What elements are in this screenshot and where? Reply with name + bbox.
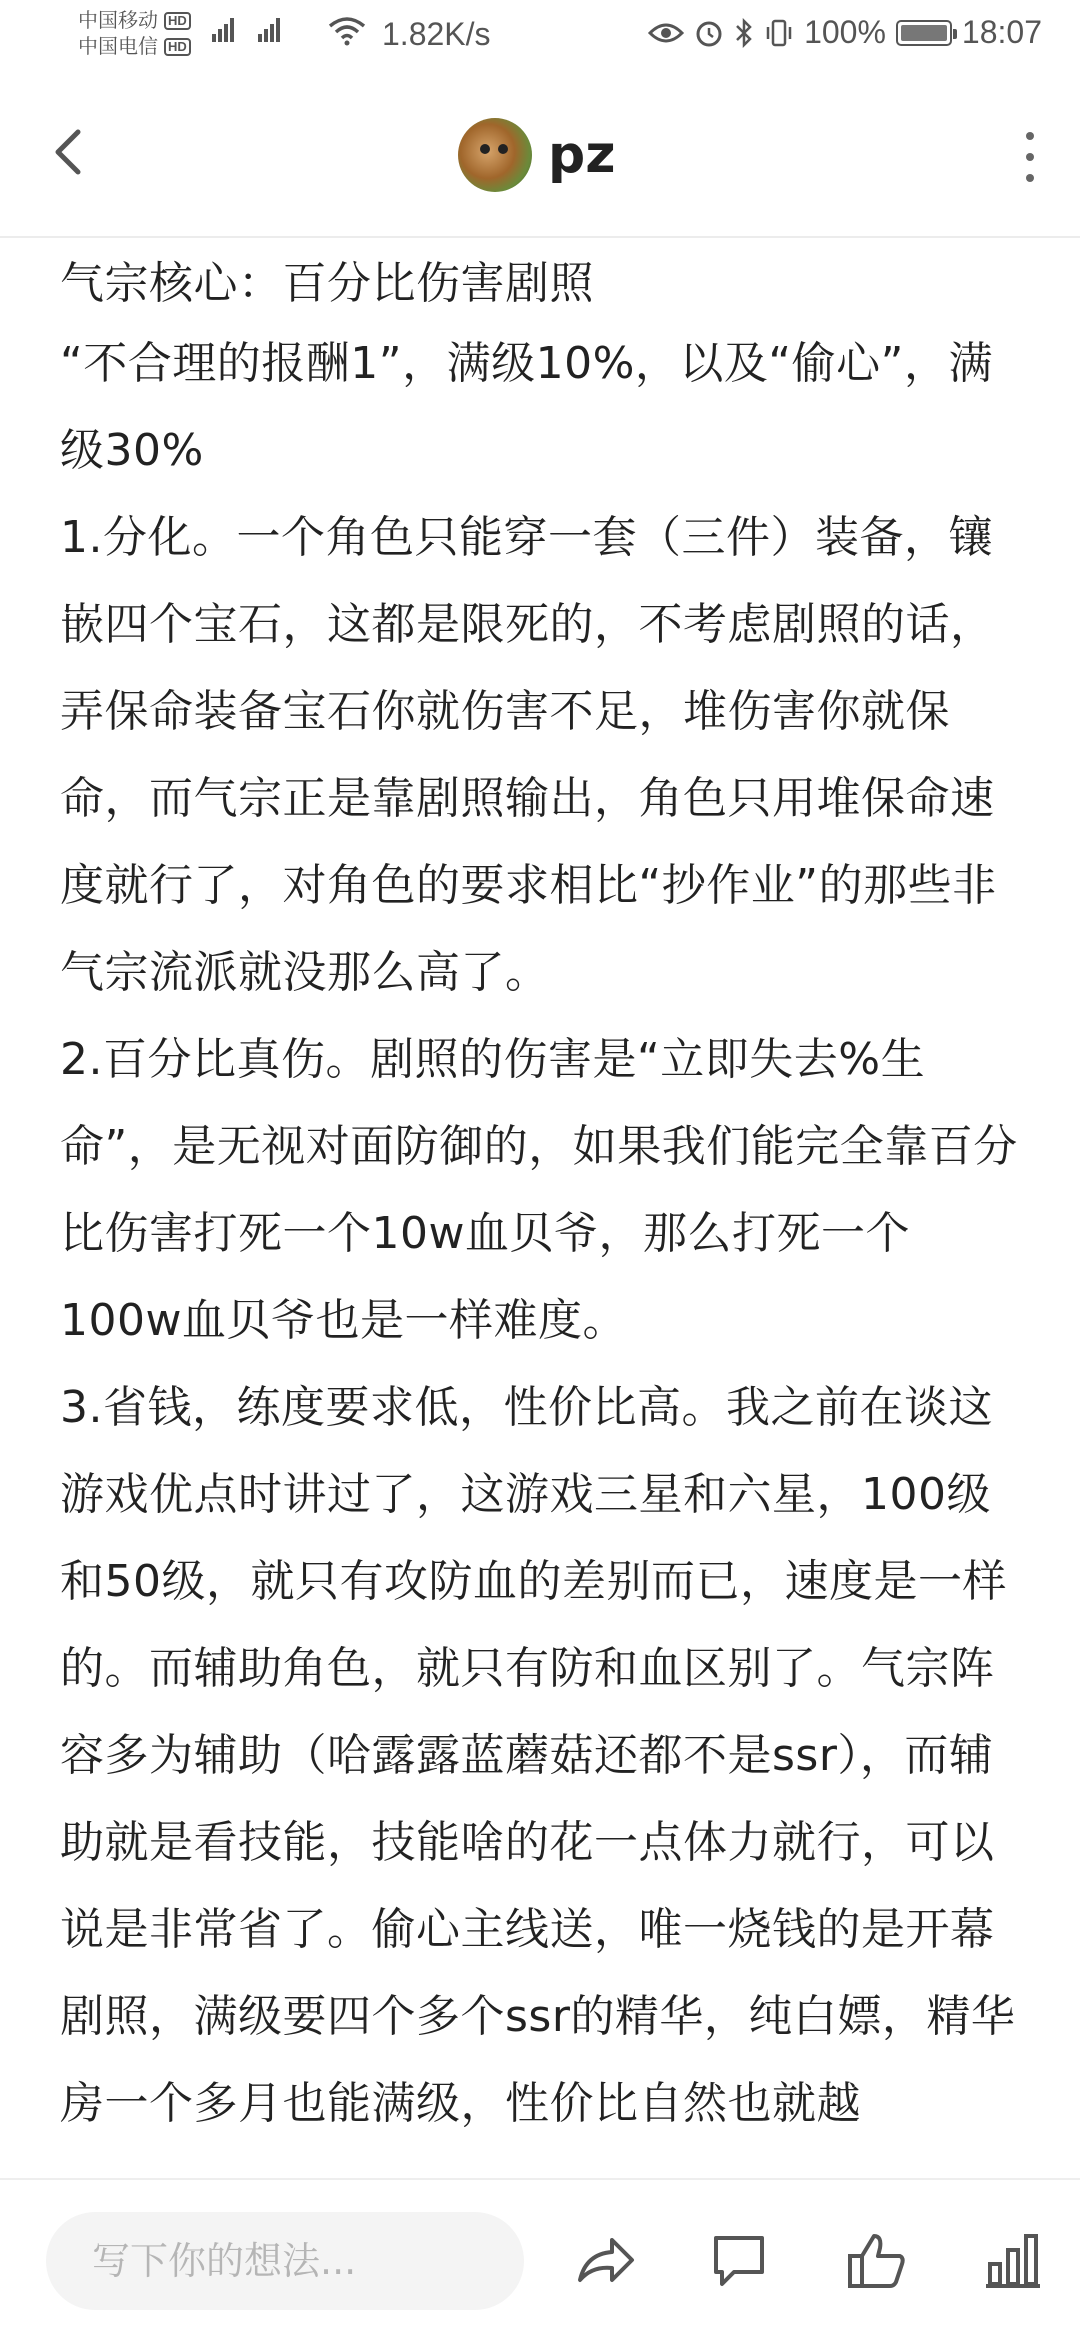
wifi-icon [328, 16, 366, 46]
status-right [648, 14, 1042, 51]
post-paragraph: 气宗核心：百分比伤害剧照 [60, 258, 594, 309]
net-speed: 1.82K/s [382, 16, 491, 52]
more-options-icon[interactable] [1022, 132, 1038, 182]
post-body [60, 248, 1030, 2178]
post-paragraph: 3.省钱，练度要求低，性价比高。我之前在谈这游戏优点时讲过了，这游戏三星和六星，100级和50级，就只有攻防血的差别而已，速度是一样的。而辅助角色，就只有防和血区别了。气宗阵容多为辅助（哈露露蓝蘑菇还都不是ssr），而辅助就是看技能，技能啥的花一点体力就行，可以说是非常省了。偷心主线送，唯一烧钱的是开幕剧照，满级要四个多个ssr的精华，纯白嫖，精华房一个多月也能满级，性价比自然也就越 [60, 1382, 1016, 2129]
back-arrow-icon[interactable] [40, 122, 100, 182]
battery-percent: 100% [804, 14, 886, 50]
app-header [0, 72, 1080, 238]
signal-strength-icon [212, 14, 234, 42]
stats-icon[interactable] [980, 2228, 1046, 2294]
bluetooth-icon [734, 18, 754, 48]
carrier-1: 中国移动 [78, 10, 158, 32]
post-paragraph: 2.百分比真伤。剧照的伤害是“立即失去%生命”，是无视对面防御的，如果我们能完全靠百分比伤害打死一个10w血贝爷，那么打死一个100w血贝爷也是一样难度。 [60, 1034, 1018, 1346]
thumbs-up-icon[interactable] [844, 2228, 910, 2294]
comment-input[interactable] [46, 2212, 524, 2310]
avatar[interactable] [458, 118, 532, 192]
comment-icon[interactable] [706, 2228, 772, 2294]
post-paragraph: “不合理的报酬1”，满级10%，以及“偷心”，满级30% [60, 338, 993, 476]
signal-icons [212, 14, 280, 42]
battery-icon [896, 20, 952, 46]
bottom-action-bar [0, 2178, 1080, 2340]
eye-icon [648, 21, 684, 45]
signal-strength-icon [258, 14, 280, 42]
hd-badge: HD [164, 38, 191, 56]
author-name[interactable]: pz [548, 125, 616, 185]
carrier-2: 中国电信 [78, 36, 158, 58]
vibrate-icon [764, 18, 794, 48]
carrier-info [78, 8, 191, 60]
clock: 18:07 [961, 14, 1042, 50]
post-paragraph: 1.分化。一个角色只能穿一套（三件）装备，镶嵌四个宝石，这都是限死的，不考虑剧照的话，弄保命装备宝石你就伤害不足，堆伤害你就保命，而气宗正是靠剧照输出，角色只用堆保命速度就行了，对角色的要求相比“抄作业”的那些非气宗流派就没那么高了。 [60, 512, 997, 998]
status-bar [0, 0, 1080, 72]
share-icon[interactable] [572, 2228, 638, 2294]
hd-badge: HD [164, 12, 191, 30]
alarm-icon [694, 18, 724, 48]
